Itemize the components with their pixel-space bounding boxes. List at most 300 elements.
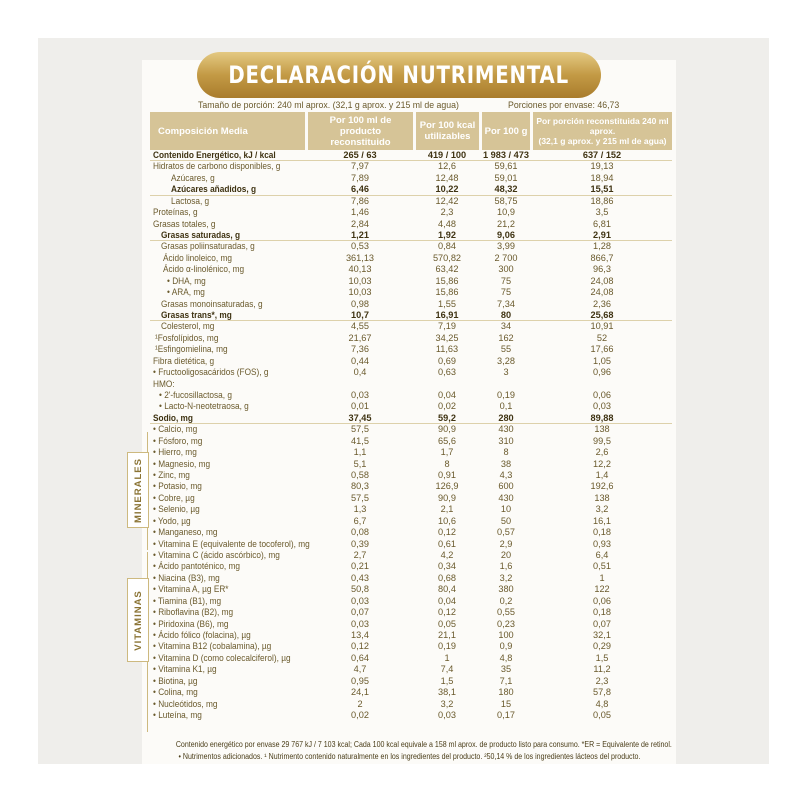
row-value: 19,13 xyxy=(590,161,614,172)
row-value: 25,68 xyxy=(590,310,614,321)
table-row xyxy=(150,161,672,172)
table-row xyxy=(150,493,672,504)
row-value: 637 / 152 xyxy=(582,150,622,160)
row-label: • Zinc, mg xyxy=(153,470,190,481)
row-value: 10,7 xyxy=(351,310,369,321)
row-value: 1,92 xyxy=(438,230,456,240)
table-row xyxy=(150,287,672,298)
row-value: 32,1 xyxy=(593,630,611,641)
row-value: 52 xyxy=(596,332,608,343)
row-value: 0,18 xyxy=(593,527,611,538)
row-value: 0,02 xyxy=(438,401,456,412)
row-value: 0,07 xyxy=(593,618,611,629)
row-value: 35 xyxy=(500,664,512,675)
table-row xyxy=(150,173,672,184)
row-label: HMO: xyxy=(153,378,175,389)
row-value: 90,9 xyxy=(438,492,456,503)
row-value: 21,1 xyxy=(438,630,456,641)
row-label: • Niacina (B3), mg xyxy=(153,572,220,583)
row-label: Grasas poliinsaturadas, g xyxy=(161,241,255,252)
row-value: 6,4 xyxy=(595,550,609,561)
row-value: 57,5 xyxy=(351,492,369,503)
row-label: Ácido α-linolénico, mg xyxy=(163,264,245,275)
row-value: 9,06 xyxy=(497,230,515,240)
row-value: 0,61 xyxy=(438,538,456,549)
row-value: 12,2 xyxy=(593,458,611,469)
table-row xyxy=(150,390,672,401)
row-label: • Piridoxina (B6), mg xyxy=(153,618,229,629)
header-composition: Composición Media xyxy=(158,125,248,137)
table-row xyxy=(150,424,672,435)
row-value: 122 xyxy=(594,584,610,595)
row-value: 0,98 xyxy=(351,298,369,309)
row-value: 0,93 xyxy=(593,538,611,549)
row-value: 1,05 xyxy=(593,355,611,366)
row-value: 1,5 xyxy=(595,652,609,663)
table-row xyxy=(150,196,672,207)
row-label: • Yodo, µg xyxy=(153,515,191,526)
row-value: 280 xyxy=(498,412,514,423)
table-row xyxy=(150,470,672,481)
table-row xyxy=(150,676,672,687)
table-row xyxy=(150,539,672,550)
row-value: 1 983 / 473 xyxy=(483,150,529,160)
row-label: Hidratos de carbono disponibles, g xyxy=(153,161,281,172)
row-value: 18,86 xyxy=(590,195,614,206)
row-value: 380 xyxy=(498,584,514,595)
row-value: 10,22 xyxy=(435,184,459,195)
table-row xyxy=(150,699,672,710)
table-row xyxy=(150,653,672,664)
row-label: • Selenio, µg xyxy=(153,504,200,515)
row-value: 0,69 xyxy=(438,355,456,366)
row-value: 300 xyxy=(498,264,514,275)
row-value: 1,21 xyxy=(351,230,369,240)
row-value: 0,4 xyxy=(353,367,367,378)
row-value: 96,3 xyxy=(593,264,611,275)
row-label: • Ácido pantoténico, mg xyxy=(153,561,241,572)
table-row xyxy=(150,710,672,721)
row-value: 0,04 xyxy=(438,390,456,401)
row-value: 3,2 xyxy=(499,572,513,583)
row-value: 0,68 xyxy=(438,572,456,583)
row-value: 57,5 xyxy=(351,424,369,435)
row-value: 1,55 xyxy=(438,298,456,309)
row-value: 59,01 xyxy=(494,172,518,183)
row-label: Proteínas, g xyxy=(153,207,198,218)
row-label: • ARA, mg xyxy=(167,287,205,298)
row-value: 4,2 xyxy=(440,550,454,561)
row-value: 3,99 xyxy=(497,241,515,252)
row-value: 0,44 xyxy=(351,355,369,366)
row-value: 0,64 xyxy=(351,652,369,663)
table-row xyxy=(150,607,672,618)
row-value: 0,19 xyxy=(438,641,456,652)
row-label: • Manganeso, mg xyxy=(153,527,218,538)
row-value: 15,51 xyxy=(590,184,614,195)
row-value: 0,57 xyxy=(497,527,515,538)
table-row xyxy=(150,230,672,241)
row-value: 12,48 xyxy=(435,172,459,183)
row-value: 20 xyxy=(500,550,512,561)
row-value: 12,6 xyxy=(438,161,456,172)
row-label: • Vitamina A, µg ER* xyxy=(153,584,229,595)
row-value: 2,91 xyxy=(593,230,611,240)
row-value: 5,1 xyxy=(353,458,367,469)
table-row xyxy=(150,219,672,230)
row-value: 0,01 xyxy=(351,401,369,412)
row-value: 3,28 xyxy=(497,355,515,366)
row-value: 3,2 xyxy=(440,698,454,709)
row-value: 0,18 xyxy=(593,607,611,618)
row-value: 7,86 xyxy=(351,195,369,206)
row-label: • Cobre, µg xyxy=(153,492,195,503)
header-per-100kcal: Por 100 kcal utilizables xyxy=(419,120,476,142)
row-label: • DHA, mg xyxy=(167,275,206,286)
table-row xyxy=(150,481,672,492)
row-value: 34 xyxy=(500,321,512,332)
table-row xyxy=(150,687,672,698)
row-label: ¹Esfingomielina, mg xyxy=(155,344,228,355)
row-value: 1,3 xyxy=(353,504,367,515)
row-value: 59,61 xyxy=(494,161,518,172)
row-value: 0,03 xyxy=(438,710,456,721)
table-row xyxy=(150,641,672,652)
row-value: 38,1 xyxy=(438,687,456,698)
row-label: • Tiamina (B1), mg xyxy=(153,595,222,606)
row-value: 138 xyxy=(594,424,610,435)
header-per-100g: Por 100 g xyxy=(484,125,528,137)
row-value: 10,91 xyxy=(590,321,614,332)
row-value: 75 xyxy=(500,275,512,286)
row-value: 50,8 xyxy=(351,584,369,595)
row-value: 0,95 xyxy=(351,675,369,686)
row-value: 21,67 xyxy=(348,332,372,343)
row-label: • Calcio, mg xyxy=(153,424,198,435)
row-label: • Fructooligosacáridos (FOS), g xyxy=(153,367,269,378)
row-value: 4,8 xyxy=(499,652,513,663)
row-value: 2,3 xyxy=(595,675,609,686)
table-row xyxy=(150,241,672,252)
row-value: 2,9 xyxy=(499,538,513,549)
row-value: 2 700 xyxy=(494,252,518,263)
table-row xyxy=(150,561,672,572)
row-value: 75 xyxy=(500,287,512,298)
row-value: 2,36 xyxy=(593,298,611,309)
footnote-energy xyxy=(142,740,676,749)
row-label: Ácido linoleico, mg xyxy=(163,252,232,263)
row-label: Colesterol, mg xyxy=(161,321,215,332)
row-value: 0,06 xyxy=(593,390,611,401)
table-row xyxy=(150,550,672,561)
row-value: 310 xyxy=(498,435,514,446)
row-value: 0,12 xyxy=(438,607,456,618)
row-value: 21,2 xyxy=(497,218,515,229)
row-value: 6,46 xyxy=(351,184,369,195)
row-value: 11,2 xyxy=(593,664,611,675)
row-value: 0,03 xyxy=(351,595,369,606)
table-row xyxy=(150,333,672,344)
row-value: 0,03 xyxy=(351,390,369,401)
row-label: • Colina, mg xyxy=(153,687,198,698)
row-value: 10,03 xyxy=(348,287,372,298)
table-row xyxy=(150,413,672,424)
row-value: 90,9 xyxy=(438,424,456,435)
row-label: • Nucleótidos, mg xyxy=(153,698,218,709)
row-value: 2 xyxy=(357,698,363,709)
row-value: 6,81 xyxy=(593,218,611,229)
table-row xyxy=(150,150,672,161)
row-value: 7,19 xyxy=(438,321,456,332)
row-label: Grasas monoinsaturadas, g xyxy=(161,298,263,309)
table-row xyxy=(150,619,672,630)
row-value: 4,3 xyxy=(499,470,513,481)
row-value: 0,58 xyxy=(351,470,369,481)
row-value: 1,28 xyxy=(593,241,611,252)
side-label-minerales-text: MINERALES xyxy=(132,457,144,523)
row-value: 570,82 xyxy=(432,252,462,263)
table-row xyxy=(150,504,672,515)
row-value: 16,91 xyxy=(435,310,459,321)
row-value: 100 xyxy=(498,630,514,641)
portion-size: Tamaño de porción: 240 ml aprox. (32,1 g aprox. y 215 ml de agua) xyxy=(198,100,459,111)
row-value: 1,5 xyxy=(440,675,454,686)
row-value: 2,6 xyxy=(595,447,609,458)
side-label-minerales xyxy=(127,452,149,528)
row-value: 0,39 xyxy=(351,538,369,549)
row-value: 37,45 xyxy=(348,412,372,423)
page-title: DECLARACIÓN NUTRIMENTAL xyxy=(228,61,570,89)
row-label: • Vitamina B12 (cobalamina), µg xyxy=(153,641,272,652)
row-value: 15 xyxy=(500,698,512,709)
table-row xyxy=(150,379,672,390)
row-value: 24,1 xyxy=(351,687,369,698)
row-label: Sodio, mg xyxy=(153,412,193,423)
row-value: 4,7 xyxy=(353,664,367,675)
row-value: 430 xyxy=(498,492,514,503)
row-value: 7,36 xyxy=(351,344,369,355)
row-value: 7,4 xyxy=(440,664,454,675)
portions-per-pack: Porciones por envase: 46,73 xyxy=(508,100,620,111)
row-value: 1 xyxy=(599,572,605,583)
row-value: 0,04 xyxy=(438,595,456,606)
row-label: • Vitamina D (como colecalciferol), µg xyxy=(153,652,291,663)
table-row xyxy=(150,184,672,195)
row-value: 0,9 xyxy=(499,641,513,652)
row-value: 3,5 xyxy=(595,207,609,218)
row-value: 0,55 xyxy=(497,607,515,618)
row-value: 1,7 xyxy=(440,447,454,458)
row-value: 58,75 xyxy=(494,195,518,206)
row-value: 4,55 xyxy=(351,321,369,332)
row-label: • Luteína, mg xyxy=(153,710,202,721)
table-row xyxy=(150,299,672,310)
row-value: 0,23 xyxy=(497,618,515,629)
row-value: 3 xyxy=(503,367,509,378)
row-value: 89,88 xyxy=(590,412,614,423)
row-label: Grasas saturadas, g xyxy=(161,230,241,240)
table-row xyxy=(150,516,672,527)
row-value: 48,32 xyxy=(494,184,518,195)
row-value: 17,66 xyxy=(590,344,614,355)
row-value: 2,1 xyxy=(440,504,454,515)
row-value: 7,97 xyxy=(351,161,369,172)
row-value: 1,6 xyxy=(499,561,513,572)
row-label: • Vitamina K1, µg xyxy=(153,664,217,675)
row-value: 0,19 xyxy=(497,390,515,401)
row-value: 59,2 xyxy=(438,412,456,423)
row-value: 80,4 xyxy=(438,584,456,595)
table-row xyxy=(150,253,672,264)
footnote-nutrients xyxy=(142,752,676,761)
side-label-vitaminas xyxy=(127,578,149,662)
row-value: 40,13 xyxy=(348,264,372,275)
row-label: • Ácido fólico (folacina), µg xyxy=(153,630,251,641)
row-value: 2,3 xyxy=(440,207,454,218)
row-value: 24,08 xyxy=(590,275,614,286)
table-row xyxy=(150,436,672,447)
title-banner xyxy=(197,52,601,98)
row-value: 41,5 xyxy=(351,435,369,446)
row-value: 7,1 xyxy=(499,675,513,686)
table-row xyxy=(150,459,672,470)
table-row xyxy=(150,527,672,538)
table-row xyxy=(150,207,672,218)
row-value: 80 xyxy=(500,310,512,321)
row-value: 600 xyxy=(498,481,514,492)
table-row xyxy=(150,584,672,595)
row-value: 0,53 xyxy=(351,241,369,252)
footnote-energy-text: Contenido energético por envase 29 767 kJ / 7 103 kcal; Cada 100 kcal equivale a 158 ml aprox. de producto listo para consumo. *ER = Equivalente de retinol. xyxy=(175,740,672,749)
row-value: 0,63 xyxy=(438,367,456,378)
row-value: 8 xyxy=(444,458,450,469)
row-value: 7,89 xyxy=(351,172,369,183)
row-value: 15,86 xyxy=(435,275,459,286)
row-value: 126,9 xyxy=(435,481,459,492)
row-value: 10,6 xyxy=(438,515,456,526)
table-row xyxy=(150,276,672,287)
row-value: 0,06 xyxy=(593,595,611,606)
row-value: 0,34 xyxy=(438,561,456,572)
row-value: 0,05 xyxy=(593,710,611,721)
row-value: 99,5 xyxy=(593,435,611,446)
footnote-nutrients-text: • Nutrimentos adicionados. ¹ Nutrimento contenido naturalmente en los ingredientes del producto. ²50,14 % de los ingredientes lácteos del producto. xyxy=(178,752,640,761)
row-value: 1,46 xyxy=(351,207,369,218)
row-label: • Vitamina C (ácido ascórbico), mg xyxy=(153,550,280,561)
row-value: 1 xyxy=(444,652,450,663)
row-value: 0,91 xyxy=(438,470,456,481)
row-value: 0,12 xyxy=(438,527,456,538)
row-value: 265 / 63 xyxy=(343,150,377,160)
row-value: 80,3 xyxy=(351,481,369,492)
row-value: 57,8 xyxy=(593,687,611,698)
row-value: 63,42 xyxy=(435,264,459,275)
row-label: Grasas trans*, mg xyxy=(161,310,232,321)
row-value: 11,63 xyxy=(435,344,459,355)
row-value: 0,43 xyxy=(351,572,369,583)
row-label: • Lacto-N-neotetraosa, g xyxy=(159,401,249,412)
table-row xyxy=(150,664,672,675)
row-value: 1,4 xyxy=(595,470,609,481)
row-label: • Riboflavina (B2), mg xyxy=(153,607,234,618)
row-label: • Hierro, mg xyxy=(153,447,197,458)
row-value: 0,51 xyxy=(593,561,611,572)
row-value: 50 xyxy=(500,515,512,526)
row-value: 0,84 xyxy=(438,241,456,252)
header-per-portion: Por porción reconstituida 240 ml aprox. (32,1 g aprox. y 215 ml de agua) xyxy=(536,116,669,146)
row-value: 0,2 xyxy=(499,595,513,606)
table-row xyxy=(150,630,672,641)
row-value: 162 xyxy=(498,332,514,343)
row-value: 7,34 xyxy=(497,298,515,309)
row-value: 8 xyxy=(503,447,509,458)
row-value: 430 xyxy=(498,424,514,435)
row-label: • 2'-fucosillactosa, g xyxy=(159,390,232,401)
row-value: 24,08 xyxy=(590,287,614,298)
row-value: 0,02 xyxy=(351,710,369,721)
table-row xyxy=(150,264,672,275)
table-row xyxy=(150,401,672,412)
row-label: • Fósforo, mg xyxy=(153,435,203,446)
row-label: • Magnesio, mg xyxy=(153,458,211,469)
row-value: 180 xyxy=(498,687,514,698)
row-value: 361,13 xyxy=(345,252,375,263)
row-value: 16,1 xyxy=(593,515,611,526)
row-value: 10 xyxy=(500,504,512,515)
row-value: 15,86 xyxy=(435,287,459,298)
table-row xyxy=(150,356,672,367)
row-value: 6,7 xyxy=(353,515,367,526)
row-value: 0,29 xyxy=(593,641,611,652)
side-label-vitaminas-text: VITAMINAS xyxy=(132,589,144,651)
row-value: 0,03 xyxy=(351,618,369,629)
row-value: 419 / 100 xyxy=(427,150,467,160)
row-value: 55 xyxy=(500,344,512,355)
row-value: 0,05 xyxy=(438,618,456,629)
table-row xyxy=(150,367,672,378)
row-value: 12,42 xyxy=(435,195,459,206)
row-label: • Vitamina E (equivalente de tocoferol), mg xyxy=(153,538,310,549)
row-label: • Potasio, mg xyxy=(153,481,202,492)
row-label: • Biotina, µg xyxy=(153,675,198,686)
row-value: 2,84 xyxy=(351,218,369,229)
row-value: 1,1 xyxy=(353,447,367,458)
table-row xyxy=(150,321,672,332)
row-label: Azúcares añadidos, g xyxy=(171,184,257,195)
row-label: Azúcares, g xyxy=(171,172,215,183)
table-row xyxy=(150,344,672,355)
row-value: 0,07 xyxy=(351,607,369,618)
table-row xyxy=(150,596,672,607)
row-value: 0,08 xyxy=(351,527,369,538)
table-row xyxy=(150,310,672,321)
header-per-100ml: Por 100 ml de producto reconstituido xyxy=(329,114,392,148)
row-value: 34,25 xyxy=(435,332,459,343)
row-value: 3,2 xyxy=(595,504,609,515)
row-value: 4,8 xyxy=(595,698,609,709)
row-label: ¹Fosfolípidos, mg xyxy=(155,332,219,343)
row-value: 0,96 xyxy=(593,367,611,378)
row-label: Lactosa, g xyxy=(171,195,210,206)
row-value: 65,6 xyxy=(438,435,456,446)
row-value: 192,6 xyxy=(590,481,614,492)
row-value: 138 xyxy=(594,492,610,503)
row-label: Grasas totales, g xyxy=(153,218,216,229)
row-value: 10,9 xyxy=(497,207,515,218)
row-value: 18,94 xyxy=(590,172,614,183)
row-value: 0,1 xyxy=(499,401,513,412)
row-value: 13,4 xyxy=(351,630,369,641)
